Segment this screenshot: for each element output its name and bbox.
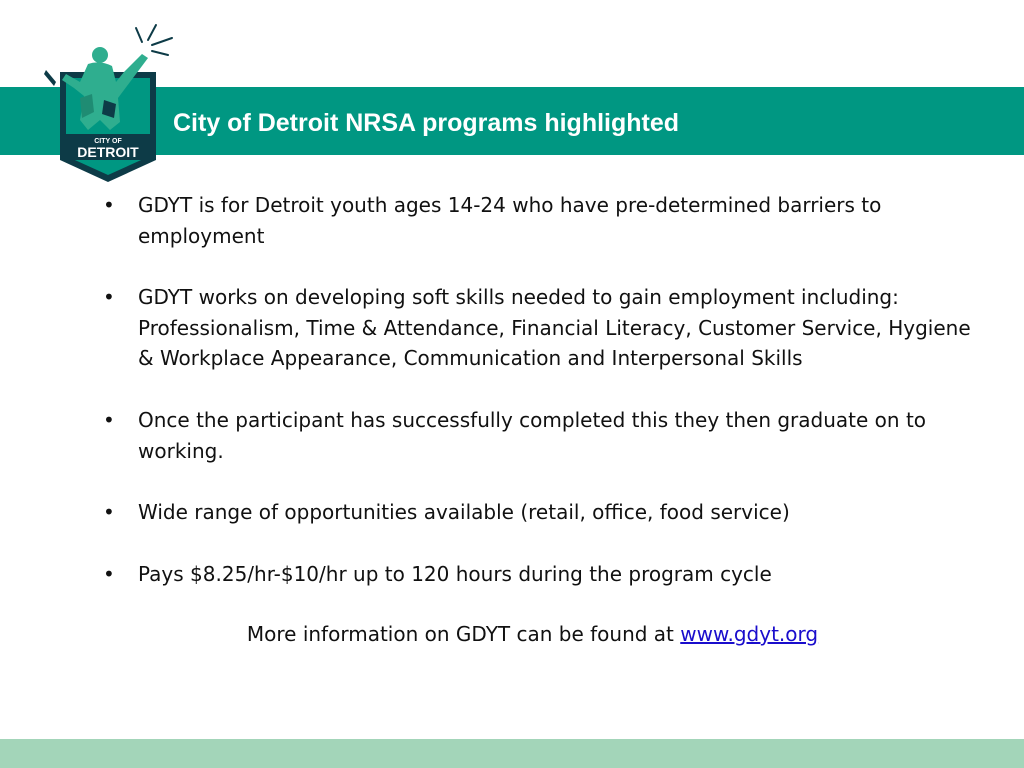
slide-title: City of Detroit NRSA programs highlighted xyxy=(173,109,680,137)
bullet-marker: • xyxy=(103,561,115,586)
bullet-text: GDYT works on developing soft skills needed to gain employment including: Professionalism, Time & Attendance, Financial Literacy, Customer Service, Hygiene & Workplace Appearance, Communication and Interpersonal Skills xyxy=(138,285,971,371)
bullet-item xyxy=(103,559,983,590)
bullet-item xyxy=(103,405,983,466)
bullet-marker: • xyxy=(103,193,115,217)
bullet-text: Wide range of opportunities available (retail, office, food service) xyxy=(138,500,790,525)
gdyt-link[interactable]: www.gdyt.org xyxy=(680,622,819,646)
logo-line1: CITY OF xyxy=(94,138,122,145)
bullet-text: GDYT is for Detroit youth ages 14-24 who have pre-determined barriers to employment xyxy=(138,193,882,248)
bullet-marker: • xyxy=(103,500,115,525)
bullet-item xyxy=(103,497,983,528)
rays-icon xyxy=(136,25,172,55)
more-info-line xyxy=(0,619,1024,649)
bullet-item xyxy=(103,282,983,374)
bullet-text: Once the participant has successfully completed this they then graduate on to working. xyxy=(138,407,927,463)
bullet-list xyxy=(103,190,983,620)
logo-line2: DETROIT xyxy=(77,144,139,160)
city-of-detroit-logo xyxy=(44,22,194,187)
bullet-marker: • xyxy=(103,407,115,432)
bottom-band xyxy=(0,739,1024,768)
bullet-marker: • xyxy=(103,285,115,310)
more-info-text: More information on GDYT can be found at xyxy=(246,622,681,646)
bullet-text: Pays $8.25/hr-$10/hr up to 120 hours during the program cycle xyxy=(138,561,772,586)
bullet-item xyxy=(103,190,983,251)
